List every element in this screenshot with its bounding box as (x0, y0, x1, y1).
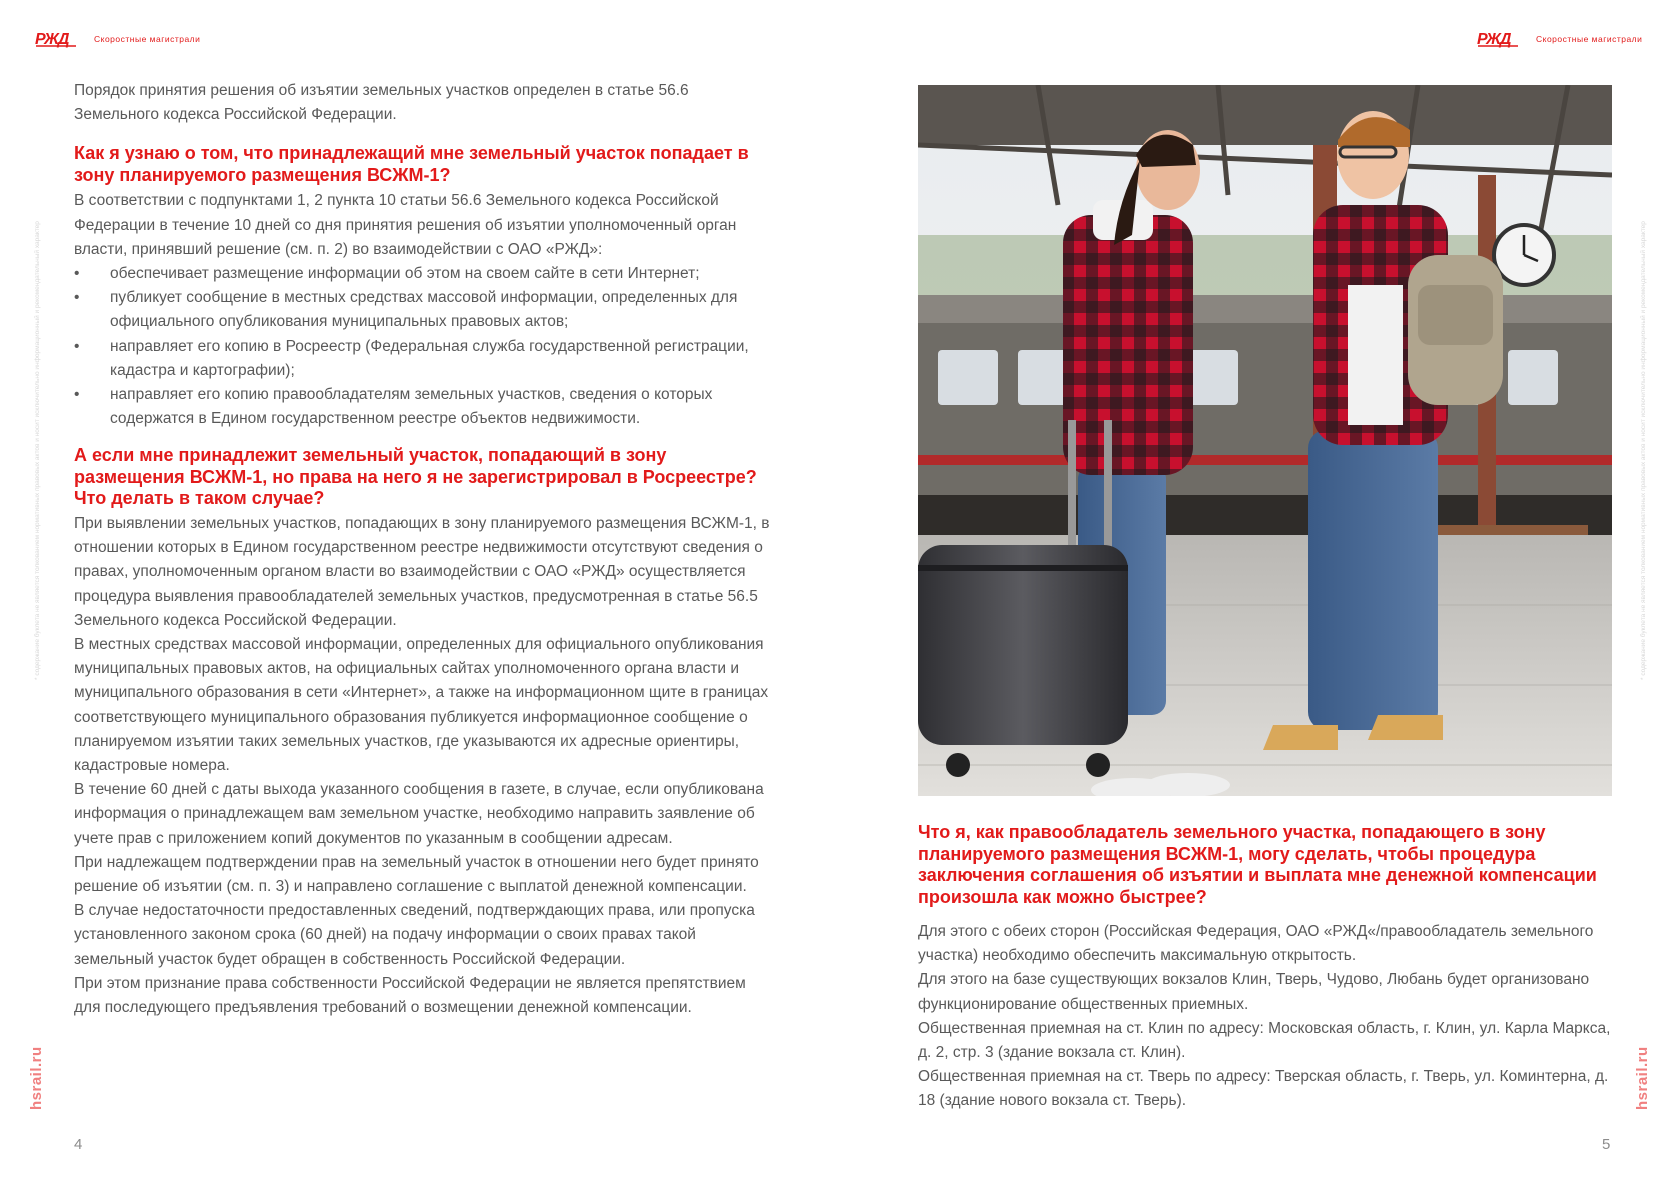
question-2-paragraph: В течение 60 дней с даты выхода указанного сообщения в газете, в случае, если опубликована информация о принадлежащем вам земельном участке, необходимо направить заявление об учете прав с приложением копий документов по указанным в сообщении адресам. (74, 781, 764, 847)
intro-paragraph: Порядок принятия решения об изъятии земельных участков определен в статье 56.6 Земельного кодекса Российской Федерации. (74, 82, 689, 124)
page-number-right: 5 (1602, 1136, 1611, 1153)
side-disclaimer-right: * содержание буклета не является толкованием нормативных правовых актов и носит исключительно информационный и рекомендательный характер (1640, 221, 1647, 680)
question-1-list (74, 262, 774, 431)
question-1-heading: Как я узнаю о том, что принадлежащий мне земельный участок попадает в зону планируемого размещения ВСЖМ-1? (74, 143, 749, 185)
question-2-paragraph: В местных средствах массовой информации, определенных для официального опубликования муниципальных правовых актов, на официальных сайтах уполномоченного органа власти и муниципального образования в сети «Интернет», а также на информационном щите в границах соответствующего муниципального образования публикуется информационное сообщение о планируемом изъятии таких земельных участков, где указываются их адресные ориентиры, кадастровые номера. (74, 635, 769, 774)
rzd-logo-icon (34, 28, 78, 50)
question-1-lead: В соответствии с подпунктами 1, 2 пункта 10 статьи 56.6 Земельного кодекса Российской Федерации в течение 10 дней со дня принятия решения об изъятии уполномоченный орган власти, принявший решение (см. п. 2) во взаимодействии с ОАО «РЖД»: (74, 192, 737, 258)
left-page-content (74, 79, 774, 1020)
list-item: • направляет его копию в Росреестр (Федеральная служба государственной регистрации, кадастра и картографии); (74, 335, 774, 383)
side-disclaimer-left: * содержание буклета не является толкованием нормативных правовых актов и носит исключительно информационный и рекомендательный характер (34, 221, 41, 680)
site-link-right[interactable]: hsrail.ru (1634, 1046, 1651, 1110)
list-item: • направляет его копию правообладателям земельных участков, сведения о которых содержатся в Едином государственном реестре объектов недвижимости. (74, 383, 774, 431)
question-3-paragraph: Для этого с обеих сторон (Российская Федерация, ОАО «РЖД«/правообладатель земельного участка) необходимо обеспечить максимальную открытость. (918, 923, 1594, 965)
list-item: • обеспечивает размещение информации об этом на своем сайте в сети Интернет; (74, 262, 774, 286)
question-2-paragraph: При надлежащем подтверждении прав на земельный участок в отношении него будет принято решение об изъятии (см. п. 3) и направлено соглашение с выплатой денежной компенсации. (74, 853, 759, 895)
question-2-heading: А если мне принадлежит земельный участок, попадающий в зону размещения ВСЖМ-1, но права на него я не зарегистрировал в Росреестре? Что делать в таком случае? (74, 445, 757, 509)
right-page-content (918, 822, 1624, 1114)
svg-text:РЖД: РЖД (1477, 31, 1511, 48)
question-2-paragraph: В случае недостаточности предоставленных сведений, подтверждающих права, или пропуска установленного законом срока (60 дней) на подачу информации о своих правах такой земельный участок будет обращен в собственность Российской Федерации. (74, 902, 755, 968)
list-item: • публикует сообщение в местных средствах массовой информации, определенных для официального опубликования муниципальных правовых актов; (74, 286, 774, 334)
question-3-paragraph: Для этого на базе существующих вокзалов Клин, Тверь, Чудово, Любань будет организовано функционирование общественных приемных. (918, 971, 1590, 1013)
header-tagline: Скоростные магистрали (1536, 34, 1643, 44)
rzd-logo-icon (1476, 28, 1520, 50)
question-3-heading: Что я, как правообладатель земельного участка, попадающего в зону планируемого размещения ВСЖМ-1, могу сделать, чтобы процедура заключения соглашения об изъятии и выплата мне денежной компенсации произошла как можно быстрее? (918, 822, 1597, 907)
question-2-paragraph: При выявлении земельных участков, попадающих в зону планируемого размещения ВСЖМ-1, в отношении которых в Едином государственном реестре недвижимости отсутствуют сведения о правах, уполномоченным органом власти во взаимодействии с ОАО «РЖД» осуществляется процедура выявления правообладателей земельных участков, предусмотренная в статье 56.5 Земельного кодекса Российской Федерации. (74, 514, 770, 629)
rzd-logo-right (1476, 28, 1642, 50)
station-photo (918, 85, 1612, 796)
question-3-paragraph: Общественная приемная на ст. Тверь по адресу: Тверская область, г. Тверь, ул. Коминтерна, д. 18 (здание нового вокзала ст. Тверь). (918, 1068, 1609, 1110)
header-tagline: Скоростные магистрали (94, 34, 201, 44)
page-number-left: 4 (74, 1136, 83, 1153)
rzd-logo-left (34, 28, 200, 50)
question-2-paragraph: При этом признание права собственности Российской Федерации не является препятствием для последующего предъявления требований о возмещении денежной компенсации. (74, 974, 746, 1016)
svg-text:РЖД: РЖД (35, 31, 69, 48)
site-link-left[interactable]: hsrail.ru (28, 1046, 45, 1110)
station-photo-illustration (918, 85, 1612, 796)
question-3-paragraph: Общественная приемная на ст. Клин по адресу: Московская область, г. Клин, ул. Карла Маркса, д. 2, стр. 3 (здание вокзала ст. Клин). (918, 1019, 1611, 1062)
